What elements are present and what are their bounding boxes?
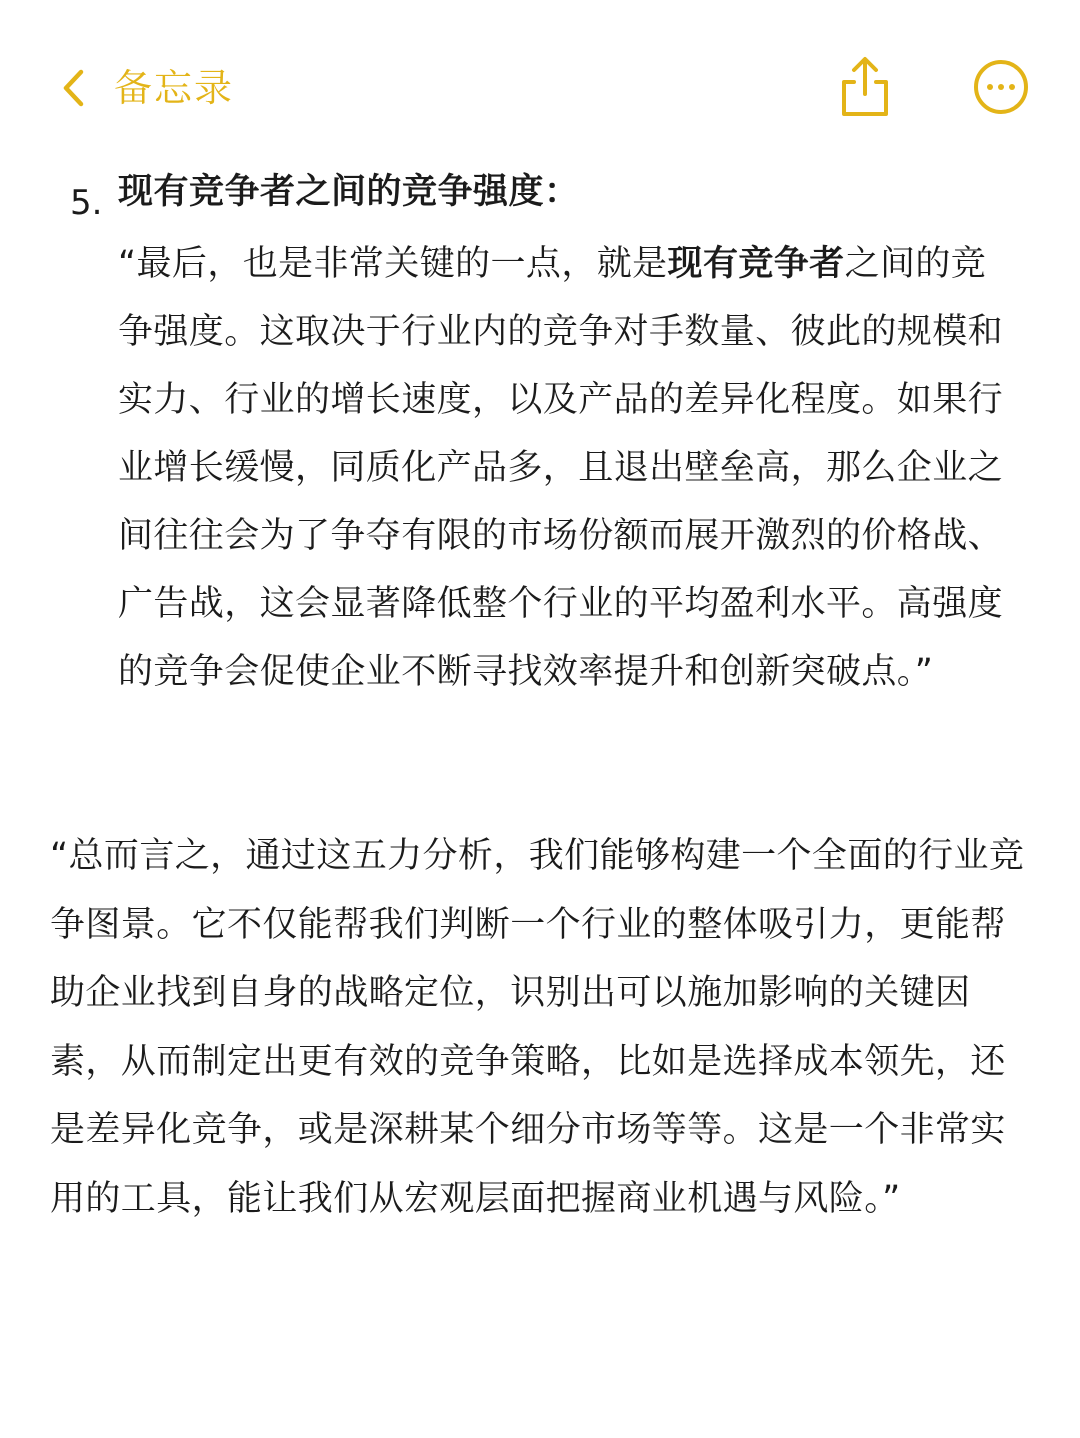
list-item-title: 现有竞争者之间的竞争强度： bbox=[118, 172, 580, 212]
list-item-number: 5. bbox=[70, 183, 103, 223]
body-text-start: “最后，也是非常关键的一点，就是 bbox=[118, 244, 668, 285]
ellipsis-circle-icon bbox=[972, 58, 1030, 116]
chevron-left-icon bbox=[60, 68, 86, 108]
summary-paragraph: “总而言之，通过这五力分析，我们能够构建一个全面的行业竞争图景。它不仅能帮我们判断一个行业的整体吸引力，更能帮助企业找到自身的战略定位，识别出可以施加影响的关键因素，从而制定出更有效的竞争策略，比如是选择成本领先，还是差异化竞争，或是深耕某个细分市场等等。这是一个非常实用的工具，能让我们从宏观层面把握商业机遇与风险。” bbox=[50, 836, 1025, 1219]
back-button[interactable] bbox=[60, 56, 234, 120]
share-icon bbox=[834, 54, 896, 120]
body-bold-text: 现有竞争者 bbox=[667, 244, 845, 285]
back-label: 备忘录 bbox=[114, 66, 235, 110]
body-text-end: 之间的竞争强度。这取决于行业内的竞争对手数量、彼此的规模和实力、行业的增长速度，以及产品的差异化程度。如果行业增长缓慢，同质化产品多，且退出壁垒高，那么企业之间往往会为了争夺有限的市场份额而展开激烈的价格战、广告战，这会显著降低整个行业的平均盈利水平。高强度的竞争会促使企业不断寻找效率提升和创新突破点。” bbox=[118, 244, 1004, 693]
list-item bbox=[0, 172, 1080, 706]
note-content[interactable] bbox=[0, 160, 1080, 706]
list-item-body bbox=[118, 230, 1020, 706]
navigation-bar bbox=[0, 0, 1080, 150]
more-options-button[interactable] bbox=[972, 58, 1030, 116]
share-button[interactable] bbox=[834, 54, 896, 120]
